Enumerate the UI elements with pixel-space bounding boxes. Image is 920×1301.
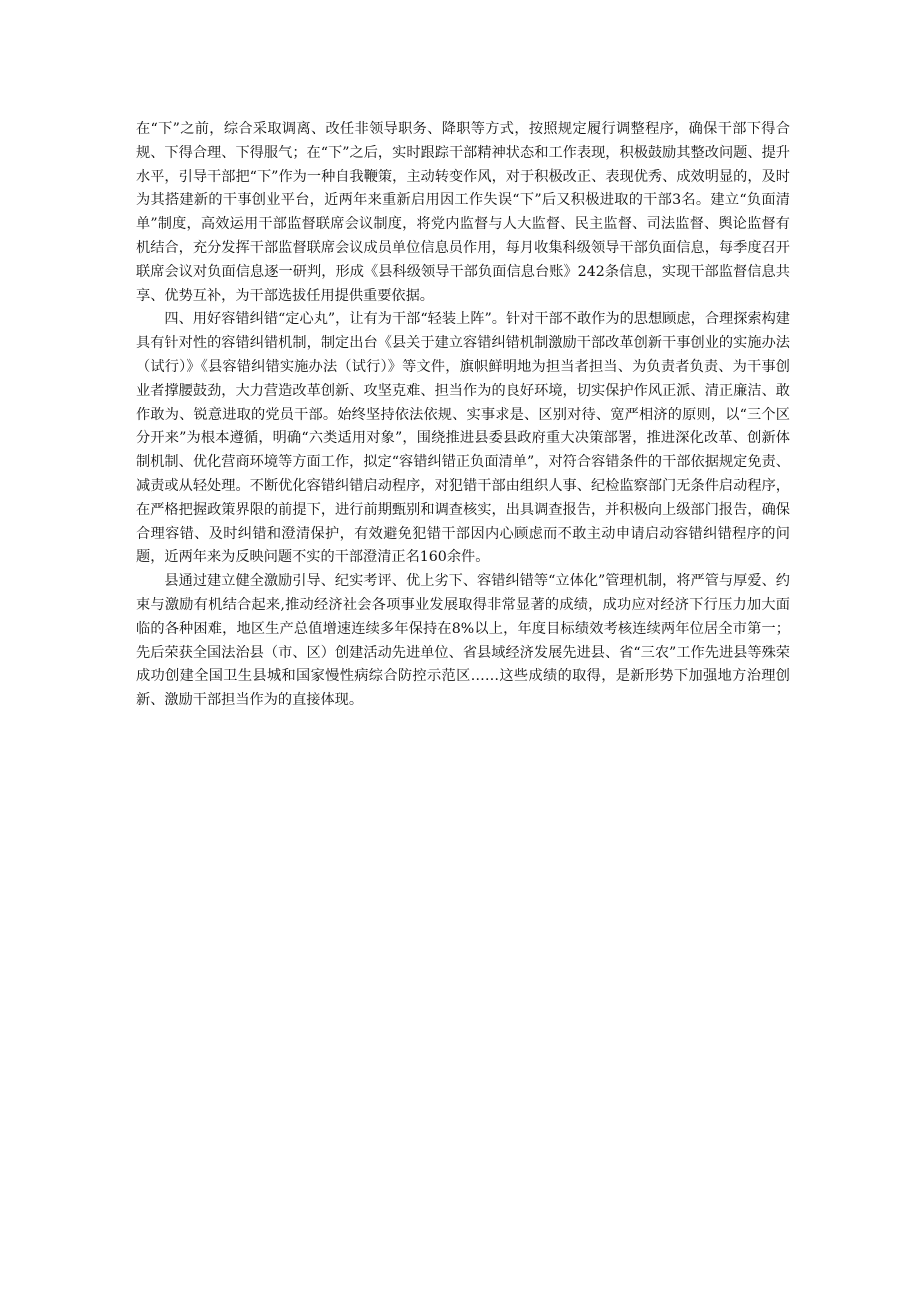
paragraph-section-four: 四、用好容错纠错“定心丸”，让有为干部“轻装上阵”。针对干部不敢作为的思想顾虑，合理探索构建具有针对性的容错纠错机制，制定出台《县关于建立容错纠错机制激励干部改革创新干事创业的实施办法（试行）》《县容错纠错实施办法（试行）》等文件，旗帜鲜明地为担当者担当、为负责者负责、为干事创业者撑腰鼓劲，大力营造改革创新、攻坚克难、担当作为的良好环境，切实保护作风正派、清正廉洁、敢作敢为、锐意进取的党员干部。始终坚持依法依规、实事求是、区别对待、宽严相济的原则，以“三个区分开来”为根本遵循，明确“六类适用对象”，围绕推进县委县政府重大决策部署，推进深化改革、创新体制机制、优化营商环境等方面工作，拟定“容错纠错正负面清单”，对符合容错条件的干部依据规定免责、减责或从轻处理。不断优化容错纠错启动程序，对犯错干部由组织人事、纪检监察部门无条件启动程序，在严格把握政策界限的前提下，进行前期甄别和调查核实，出具调查报告，并积极向上级部门报告，确保合理容错、及时纠错和澄清保护，有效避免犯错干部因内心顾虑而不敢主动申请启动容错纠错程序的问题，近两年来为反映问题不实的干部澄清正名160余件。: [136, 311, 790, 566]
document-body: [136, 118, 790, 713]
paragraph-continuation: 在“下”之前，综合采取调离、改任非领导职务、降职等方式，按照规定履行调整程序，确保干部下得合规、下得合理、下得服气；在“下”之后，实时跟踪干部精神状态和工作表现，积极鼓励其整改问题、提升水平，引导干部把“下”作为一种自我鞭策，主动转变作风，对于积极改正、表现优秀、成效明显的，及时为其搭建新的干事创业平台，近两年来重新启用因工作失误“下”后又积极进取的干部3名。建立“负面清单”制度，高效运用干部监督联席会议制度，将党内监督与人大监督、民主监督、司法监督、舆论监督有机结合，充分发挥干部监督联席会议成员单位信息员作用，每月收集科级领导干部负面信息，每季度召开联席会议对负面信息逐一研判，形成《县科级领导干部负面信息台账》242条信息，实现干部监督信息共享、优势互补，为干部选拔任用提供重要依据。: [136, 121, 790, 304]
paragraph-conclusion: 县通过建立健全激励引导、纪实考评、优上劣下、容错纠错等“立体化”管理机制，将严管与厚爱、约束与激励有机结合起来,推动经济社会各项事业发展取得非常显著的成绩，成功应对经济下行压力加大面临的各种困难，地区生产总值增速连续多年保持在8%以上，年度目标绩效考核连续两年位居全市第一；先后荣获全国法治县（市、区）创建活动先进单位、省县域经济发展先进县、省“三农”工作先进县等殊荣 成功创建全国卫生县城和国家慢性病综合防控示范区……这些成绩的取得，是新形势下加强地方治理创新、激励干部担当作为的直接体现。: [136, 573, 790, 709]
